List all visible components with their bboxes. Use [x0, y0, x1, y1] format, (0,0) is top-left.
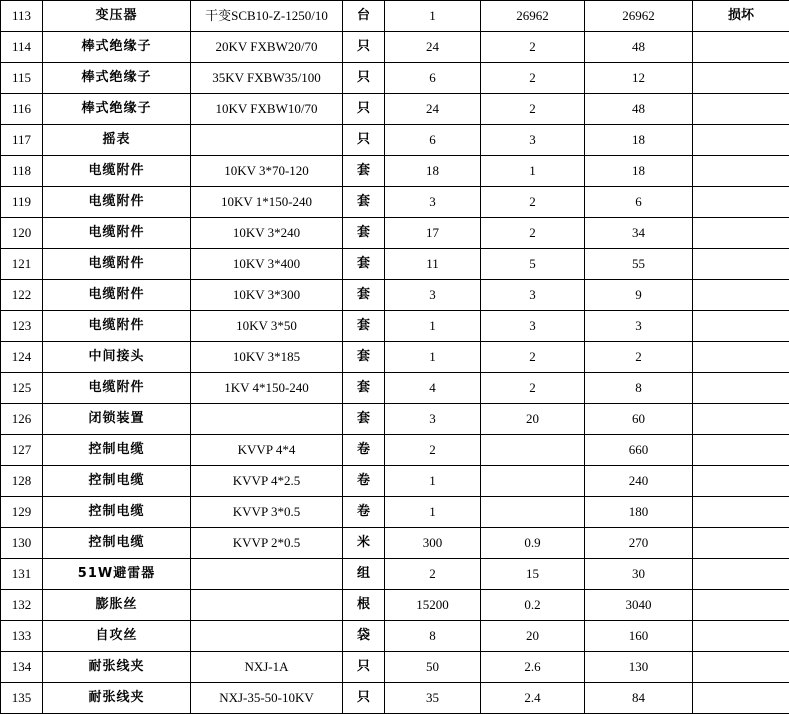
cell-name[interactable]: 控制电缆 [43, 528, 191, 559]
cell-name[interactable]: 电缆附件 [43, 156, 191, 187]
cell-quantity[interactable]: 2 [385, 435, 481, 466]
cell-unit-price[interactable]: 0.2 [481, 590, 585, 621]
cell-unit-price[interactable]: 2 [481, 342, 585, 373]
table-row [1, 311, 789, 342]
cell-spec[interactable]: 干变SCB10-Z-1250/10 [191, 1, 343, 32]
cell-spec[interactable]: KVVP 3*0.5 [191, 497, 343, 528]
cell-unit[interactable]: 套 [343, 311, 385, 342]
cell-unit[interactable]: 米 [343, 528, 385, 559]
cell-index[interactable]: 125 [1, 373, 43, 404]
cell-quantity[interactable]: 8 [385, 621, 481, 652]
cell-unit[interactable]: 套 [343, 342, 385, 373]
cell-amount[interactable]: 18 [585, 156, 693, 187]
cell-quantity[interactable]: 6 [385, 63, 481, 94]
table-row [1, 342, 789, 373]
cell-name[interactable]: 闭锁装置 [43, 404, 191, 435]
cell-name[interactable]: 电缆附件 [43, 280, 191, 311]
cell-name[interactable]: 电缆附件 [43, 218, 191, 249]
cell-remark[interactable]: 损坏 [693, 1, 789, 32]
cell-spec[interactable]: NXJ-1A [191, 652, 343, 683]
cell-index[interactable]: 135 [1, 683, 43, 714]
cell-quantity[interactable]: 6 [385, 125, 481, 156]
cell-unit-price[interactable]: 26962 [481, 1, 585, 32]
cell-remark[interactable] [693, 497, 789, 528]
table-row [1, 497, 789, 528]
cell-remark[interactable] [693, 156, 789, 187]
cell-unit[interactable]: 只 [343, 683, 385, 714]
cell-quantity[interactable]: 35 [385, 683, 481, 714]
cell-unit[interactable]: 套 [343, 373, 385, 404]
cell-remark[interactable] [693, 590, 789, 621]
cell-remark[interactable] [693, 435, 789, 466]
cell-unit[interactable]: 台 [343, 1, 385, 32]
cell-spec[interactable]: KVVP 2*0.5 [191, 528, 343, 559]
cell-remark[interactable] [693, 63, 789, 94]
cell-remark[interactable] [693, 342, 789, 373]
cell-index[interactable]: 117 [1, 125, 43, 156]
cell-spec[interactable] [191, 125, 343, 156]
cell-name[interactable]: 51W避雷器 [43, 559, 191, 590]
cell-amount[interactable]: 130 [585, 652, 693, 683]
table-row [1, 559, 789, 590]
table-row [1, 32, 789, 63]
table-row [1, 156, 789, 187]
cell-quantity[interactable]: 1 [385, 1, 481, 32]
cell-remark[interactable] [693, 94, 789, 125]
cell-remark[interactable] [693, 218, 789, 249]
cell-quantity[interactable]: 3 [385, 187, 481, 218]
cell-spec[interactable] [191, 404, 343, 435]
cell-unit[interactable]: 卷 [343, 435, 385, 466]
cell-quantity[interactable]: 15200 [385, 590, 481, 621]
table-row [1, 404, 789, 435]
cell-remark[interactable] [693, 652, 789, 683]
cell-unit-price[interactable]: 5 [481, 249, 585, 280]
cell-remark[interactable] [693, 528, 789, 559]
cell-unit[interactable]: 套 [343, 218, 385, 249]
table-row [1, 1, 789, 32]
cell-spec[interactable]: 10KV 3*70-120 [191, 156, 343, 187]
cell-unit[interactable]: 只 [343, 94, 385, 125]
cell-index[interactable]: 118 [1, 156, 43, 187]
cell-quantity[interactable]: 1 [385, 497, 481, 528]
cell-unit-price[interactable]: 3 [481, 311, 585, 342]
cell-unit-price[interactable]: 2 [481, 373, 585, 404]
cell-amount[interactable]: 26962 [585, 1, 693, 32]
cell-unit[interactable]: 只 [343, 125, 385, 156]
cell-amount[interactable]: 240 [585, 466, 693, 497]
cell-unit-price[interactable]: 2 [481, 187, 585, 218]
cell-name[interactable]: 电缆附件 [43, 249, 191, 280]
cell-quantity[interactable]: 2 [385, 559, 481, 590]
cell-spec[interactable]: 35KV FXBW35/100 [191, 63, 343, 94]
table-row [1, 435, 789, 466]
cell-unit-price[interactable]: 20 [481, 404, 585, 435]
cell-remark[interactable] [693, 249, 789, 280]
cell-quantity[interactable]: 3 [385, 280, 481, 311]
cell-unit[interactable]: 只 [343, 652, 385, 683]
cell-unit[interactable]: 套 [343, 249, 385, 280]
cell-spec[interactable] [191, 621, 343, 652]
table-row [1, 683, 789, 714]
cell-name[interactable]: 控制电缆 [43, 435, 191, 466]
cell-spec[interactable]: KVVP 4*2.5 [191, 466, 343, 497]
table-row [1, 63, 789, 94]
cell-index[interactable]: 113 [1, 1, 43, 32]
cell-amount[interactable]: 48 [585, 32, 693, 63]
cell-unit[interactable]: 组 [343, 559, 385, 590]
cell-remark[interactable] [693, 404, 789, 435]
cell-unit-price[interactable]: 2 [481, 94, 585, 125]
cell-amount[interactable]: 18 [585, 125, 693, 156]
cell-amount[interactable]: 660 [585, 435, 693, 466]
cell-amount[interactable]: 270 [585, 528, 693, 559]
cell-quantity[interactable]: 3 [385, 404, 481, 435]
cell-unit-price[interactable]: 2 [481, 218, 585, 249]
cell-unit[interactable]: 只 [343, 63, 385, 94]
cell-index[interactable]: 130 [1, 528, 43, 559]
cell-unit-price[interactable]: 0.9 [481, 528, 585, 559]
cell-spec[interactable]: 1KV 4*150-240 [191, 373, 343, 404]
cell-quantity[interactable]: 50 [385, 652, 481, 683]
cell-amount[interactable]: 2 [585, 342, 693, 373]
cell-index[interactable]: 120 [1, 218, 43, 249]
table-row [1, 590, 789, 621]
cell-remark[interactable] [693, 559, 789, 590]
cell-index[interactable]: 124 [1, 342, 43, 373]
table-row [1, 280, 789, 311]
cell-quantity[interactable]: 17 [385, 218, 481, 249]
cell-spec[interactable]: KVVP 4*4 [191, 435, 343, 466]
table-row [1, 94, 789, 125]
cell-index[interactable]: 127 [1, 435, 43, 466]
cell-name[interactable]: 棒式绝缘子 [43, 32, 191, 63]
cell-unit-price[interactable]: 15 [481, 559, 585, 590]
cell-amount[interactable]: 34 [585, 218, 693, 249]
cell-quantity[interactable]: 4 [385, 373, 481, 404]
cell-spec[interactable]: 10KV 3*240 [191, 218, 343, 249]
cell-index[interactable]: 133 [1, 621, 43, 652]
cell-spec[interactable] [191, 559, 343, 590]
cell-unit-price[interactable]: 2.6 [481, 652, 585, 683]
table-row [1, 249, 789, 280]
cell-remark[interactable] [693, 187, 789, 218]
table-row [1, 373, 789, 404]
cell-unit[interactable]: 套 [343, 280, 385, 311]
cell-unit-price[interactable]: 3 [481, 280, 585, 311]
cell-name[interactable]: 中间接头 [43, 342, 191, 373]
cell-index[interactable]: 123 [1, 311, 43, 342]
cell-index[interactable]: 116 [1, 94, 43, 125]
cell-spec[interactable]: 10KV 3*400 [191, 249, 343, 280]
cell-quantity[interactable]: 1 [385, 311, 481, 342]
cell-unit-price[interactable] [481, 466, 585, 497]
cell-amount[interactable]: 30 [585, 559, 693, 590]
cell-spec[interactable]: 20KV FXBW20/70 [191, 32, 343, 63]
cell-name[interactable]: 耐张线夹 [43, 683, 191, 714]
cell-remark[interactable] [693, 373, 789, 404]
table-row [1, 652, 789, 683]
cell-name[interactable]: 电缆附件 [43, 187, 191, 218]
cell-unit[interactable]: 套 [343, 156, 385, 187]
cell-spec[interactable]: 10KV FXBW10/70 [191, 94, 343, 125]
cell-index[interactable]: 129 [1, 497, 43, 528]
cell-remark[interactable] [693, 311, 789, 342]
cell-amount[interactable]: 6 [585, 187, 693, 218]
cell-amount[interactable]: 84 [585, 683, 693, 714]
table-row [1, 621, 789, 652]
cell-index[interactable]: 122 [1, 280, 43, 311]
cell-amount[interactable]: 3040 [585, 590, 693, 621]
cell-name[interactable]: 电缆附件 [43, 373, 191, 404]
cell-unit[interactable]: 卷 [343, 466, 385, 497]
cell-name[interactable]: 耐张线夹 [43, 652, 191, 683]
table-row [1, 125, 789, 156]
cell-unit[interactable]: 套 [343, 404, 385, 435]
cell-quantity[interactable]: 300 [385, 528, 481, 559]
cell-name[interactable]: 自攻丝 [43, 621, 191, 652]
cell-name[interactable]: 棒式绝缘子 [43, 94, 191, 125]
cell-amount[interactable]: 60 [585, 404, 693, 435]
cell-name[interactable]: 棒式绝缘子 [43, 63, 191, 94]
cell-unit-price[interactable]: 2 [481, 32, 585, 63]
cell-index[interactable]: 126 [1, 404, 43, 435]
cell-amount[interactable]: 8 [585, 373, 693, 404]
cell-spec[interactable]: NXJ-35-50-10KV [191, 683, 343, 714]
cell-spec[interactable]: 10KV 3*300 [191, 280, 343, 311]
cell-quantity[interactable]: 11 [385, 249, 481, 280]
table-row [1, 187, 789, 218]
cell-spec[interactable]: 10KV 3*50 [191, 311, 343, 342]
cell-unit-price[interactable] [481, 497, 585, 528]
cell-name[interactable]: 控制电缆 [43, 497, 191, 528]
cell-unit[interactable]: 只 [343, 32, 385, 63]
cell-unit-price[interactable]: 1 [481, 156, 585, 187]
cell-amount[interactable]: 48 [585, 94, 693, 125]
cell-name[interactable]: 控制电缆 [43, 466, 191, 497]
cell-quantity[interactable]: 1 [385, 342, 481, 373]
cell-name[interactable]: 膨胀丝 [43, 590, 191, 621]
cell-index[interactable]: 134 [1, 652, 43, 683]
table-row [1, 218, 789, 249]
cell-remark[interactable] [693, 683, 789, 714]
cell-index[interactable]: 119 [1, 187, 43, 218]
cell-unit[interactable]: 根 [343, 590, 385, 621]
cell-unit-price[interactable]: 3 [481, 125, 585, 156]
cell-amount[interactable]: 180 [585, 497, 693, 528]
cell-index[interactable]: 128 [1, 466, 43, 497]
cell-index[interactable]: 121 [1, 249, 43, 280]
cell-unit[interactable]: 袋 [343, 621, 385, 652]
table-row [1, 528, 789, 559]
cell-quantity[interactable]: 18 [385, 156, 481, 187]
cell-name[interactable]: 电缆附件 [43, 311, 191, 342]
cell-amount[interactable]: 55 [585, 249, 693, 280]
cell-remark[interactable] [693, 280, 789, 311]
cell-amount[interactable]: 3 [585, 311, 693, 342]
cell-remark[interactable] [693, 32, 789, 63]
cell-spec[interactable]: 10KV 1*150-240 [191, 187, 343, 218]
cell-spec[interactable] [191, 590, 343, 621]
cell-quantity[interactable]: 24 [385, 94, 481, 125]
cell-remark[interactable] [693, 125, 789, 156]
cell-name[interactable]: 变压器 [43, 1, 191, 32]
cell-unit[interactable]: 套 [343, 187, 385, 218]
cell-index[interactable]: 114 [1, 32, 43, 63]
cell-name[interactable]: 摇表 [43, 125, 191, 156]
cell-quantity[interactable]: 24 [385, 32, 481, 63]
cell-amount[interactable]: 12 [585, 63, 693, 94]
cell-unit-price[interactable]: 2.4 [481, 683, 585, 714]
cell-spec[interactable]: 10KV 3*185 [191, 342, 343, 373]
cell-unit[interactable]: 卷 [343, 497, 385, 528]
cell-remark[interactable] [693, 621, 789, 652]
table-row [1, 466, 789, 497]
cell-unit-price[interactable] [481, 435, 585, 466]
cell-quantity[interactable]: 1 [385, 466, 481, 497]
cell-amount[interactable]: 9 [585, 280, 693, 311]
cell-index[interactable]: 131 [1, 559, 43, 590]
cell-unit-price[interactable]: 2 [481, 63, 585, 94]
cell-index[interactable]: 115 [1, 63, 43, 94]
cell-index[interactable]: 132 [1, 590, 43, 621]
cell-amount[interactable]: 160 [585, 621, 693, 652]
cell-remark[interactable] [693, 466, 789, 497]
cell-unit-price[interactable]: 20 [481, 621, 585, 652]
